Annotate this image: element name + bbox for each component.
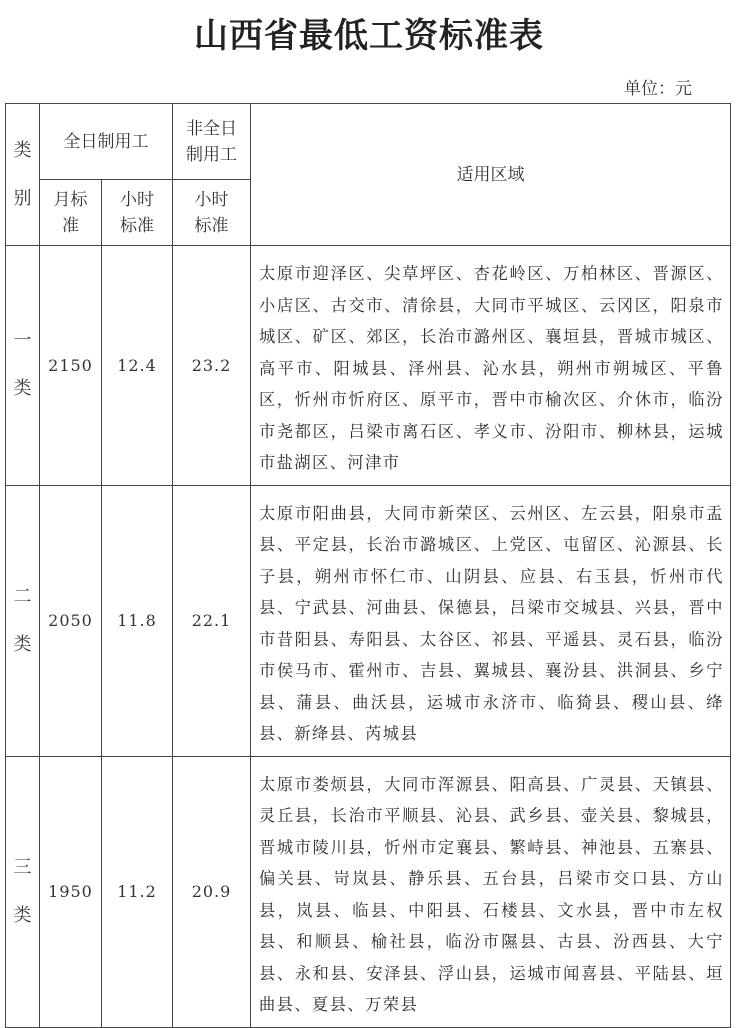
- category-char-2: 类: [13, 904, 32, 926]
- header-pt-hourly-line1: 小时: [194, 189, 229, 210]
- header-part-time-line1: 非全日: [186, 118, 237, 139]
- header-category: [6, 104, 40, 246]
- header-monthly: [40, 180, 102, 246]
- row-category: [6, 485, 40, 756]
- applicable-area: 太原市娄烦县，大同市浑源县、阳高县、广灵县、天镇县、灵丘县，长治市平顺县、沁县、武乡县、壶关县、黎城县，晋城市陵川县，忻州市定襄县、繁峙县、神池县、五寨县、偏关县、岢岚县、静乐县、五台县，吕梁市交口县、方山县，岚县、临县、中阳县、石楼县、文水县，晋中市左权县、和顺县、榆社县，临汾市隰县、古县、汾西县、大宁县、永和县、安泽县、浮山县，运城市闻喜县、平陆县、垣曲县、夏县、万荣县: [251, 756, 731, 1027]
- part-time-hourly-standard: 20.9: [173, 756, 251, 1027]
- hourly-standard: 12.4: [102, 246, 173, 486]
- table-row: [6, 756, 731, 1027]
- header-monthly-line2: 准: [62, 215, 79, 236]
- table-row: [6, 485, 731, 756]
- applicable-area: 太原市迎泽区、尖草坪区、杏花岭区、万柏林区、晋源区、小店区、古交市、清徐县，大同市平城区、云冈区，阳泉市城区、矿区、郊区，长治市潞州区、襄垣县，晋城市城区、高平市、阳城县、泽州县、沁水县，朔州市朔城区、平鲁区，忻州市忻府区、原平市，晋中市榆次区、介休市，临汾市尧都区，吕梁市离石区、孝义市、汾阳市、柳林县，运城市盐湖区、河津市: [251, 246, 731, 486]
- header-part-time-line2: 制用工: [186, 144, 237, 165]
- header-hourly-line1: 小时: [120, 189, 154, 210]
- header-monthly-line1: 月标: [53, 189, 88, 210]
- monthly-standard: 2150: [40, 246, 102, 486]
- minimum-wage-table: [5, 103, 731, 1028]
- part-time-hourly-standard: 23.2: [173, 246, 251, 486]
- part-time-hourly-standard: 22.1: [173, 485, 251, 756]
- header-area: 适用区域: [251, 104, 731, 246]
- applicable-area: 太原市阳曲县，大同市新荣区、云州区、左云县，阳泉市盂县、平定县，长治市潞城区、上党区、屯留区、沁源县、长子县，朔州市怀仁市、山阴县、应县、右玉县，忻州市代县、宁武县、河曲县、保德县，吕梁市交城县、兴县，晋中市昔阳县、寿阳县、太谷区、祁县、平遥县、灵石县，临汾市侯马市、霍州市、吉县、翼城县、襄汾县、洪洞县、乡宁县、蒲县、曲沃县，运城市永济市、临猗县、稷山县、绛县、新绛县、芮城县: [251, 485, 731, 756]
- header-pt-hourly: [173, 180, 251, 246]
- header-part-time: [173, 104, 251, 180]
- document-title: 山西省最低工资标准表: [194, 16, 544, 56]
- hourly-standard: 11.2: [102, 756, 173, 1027]
- category-char-1: 一: [13, 330, 32, 352]
- header-hourly-line2: 标准: [120, 215, 154, 236]
- header-hourly: [102, 180, 173, 246]
- header-category-char-2: 别: [13, 187, 32, 209]
- category-char-2: 类: [13, 378, 32, 400]
- category-char-1: 三: [13, 856, 32, 878]
- monthly-standard: 2050: [40, 485, 102, 756]
- hourly-standard: 11.8: [102, 485, 173, 756]
- header-category-char-1: 类: [13, 139, 32, 161]
- row-category: [6, 246, 40, 486]
- header-pt-hourly-line2: 标准: [194, 215, 229, 236]
- category-char-2: 类: [13, 633, 32, 655]
- monthly-standard: 1950: [40, 756, 102, 1027]
- table-row: [6, 246, 731, 486]
- unit-label: 单位：元: [624, 79, 692, 99]
- row-category: [6, 756, 40, 1027]
- header-full-time: 全日制用工: [40, 104, 173, 180]
- header-row-1: [6, 104, 731, 180]
- category-char-1: 二: [13, 585, 32, 607]
